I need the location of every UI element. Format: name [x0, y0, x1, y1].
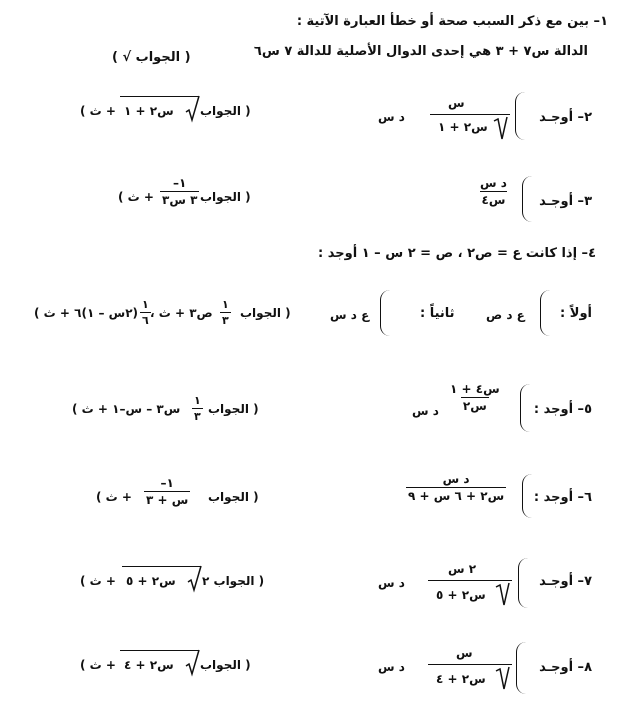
q5-brace [520, 384, 531, 432]
q3-answer-fraction [160, 176, 199, 207]
q8-dx: د س [378, 660, 405, 674]
q6-integrand [406, 472, 506, 503]
q7-answer-vinculum [122, 566, 201, 567]
q5-dx: د س [412, 404, 439, 418]
q8-answer-suffix: + ث ) [80, 658, 116, 672]
q7-answer-suffix: + ث ) [80, 574, 116, 588]
q3-integrand-denominator: س٤ [481, 193, 506, 207]
q5-integrand-denominator: س٢ [462, 399, 487, 413]
q5-answer-denominator: ٣ [194, 410, 201, 423]
q2-answer-vinculum [120, 96, 199, 97]
q6-integrand-numerator: د س [442, 472, 470, 486]
q3-answer-numerator: –١ [173, 176, 187, 190]
q4-part1-brace [540, 290, 551, 336]
q3-integrand [478, 176, 509, 207]
q7-brace [518, 558, 529, 608]
q6-integrand-denominator: س٢ + ٦ س + ٩ [408, 489, 505, 503]
q4-answer-f2-denominator: ٦ [142, 314, 149, 327]
q3-answer-suffix: + ث ) [118, 190, 154, 204]
q4-part1-label: أولاً : [560, 306, 592, 321]
q6-answer-numerator: –١ [160, 476, 174, 490]
q3-brace [522, 176, 533, 222]
q2-answer-radical-sign [186, 96, 200, 120]
q8-answer-radicand: س٢ + ٤ [124, 658, 174, 672]
q5-integrand [448, 382, 502, 413]
q4-answer-f1-denominator: ٣ [222, 314, 229, 327]
q7-answer-prefix: ( الجواب ٢ [202, 574, 265, 588]
q4-answer-prefix: ( الجواب [240, 306, 291, 320]
q7-fraction-bar [428, 580, 512, 581]
q2-integrand-denominator: س٢ + ١ [438, 120, 488, 134]
q4-answer-fraction-2 [140, 298, 151, 327]
q2-integrand-numerator: س [448, 96, 465, 110]
q3-answer-denominator: ٣ س٣ [162, 193, 198, 207]
q8-fraction-bar [428, 664, 512, 665]
q5-answer-numerator: ١ [194, 394, 201, 407]
q1-answer: ( الجواب √ ) [112, 50, 191, 65]
q2-label: ٢– أوجـد [539, 110, 592, 125]
q7-dx: د س [378, 576, 405, 590]
q4-part2-label: ثانياً : [420, 306, 455, 321]
q6-answer-suffix: + ث ) [96, 490, 132, 504]
q7-answer-radical-sign [188, 566, 202, 590]
q7-label: ٧– أوجـد [539, 574, 592, 589]
q7-radical-sign [496, 583, 510, 607]
q5-answer-fraction [192, 394, 203, 423]
q2-answer-suffix: + ث ) [80, 104, 116, 118]
q4-part1-expr: ع د ص [486, 308, 525, 322]
q5-answer-prefix: ( الجواب [208, 402, 259, 416]
q8-integrand-numerator: س [456, 646, 473, 660]
q4-answer-fraction-1 [220, 298, 231, 327]
q7-integrand-numerator: ٢ س [448, 562, 477, 576]
q3-label: ٣– أوجـد [539, 194, 592, 209]
q4-answer-f1-numerator: ١ [222, 298, 229, 311]
q4-answer-mid2: (٢س – ١)٦ + ث ) [34, 306, 139, 320]
q4-answer-f2-numerator: ١ [142, 298, 149, 311]
q7-integrand-denominator: س٢ + ٥ [436, 588, 486, 602]
q5-integrand-numerator: س٤ + ١ [450, 382, 500, 396]
q8-brace [516, 642, 527, 694]
q1-header: ١– بين مع ذكر السبب صحة أو خطأ العبارة الآتية : [296, 14, 608, 29]
q6-answer-prefix: ( الجواب [208, 490, 259, 504]
q8-answer-prefix: ( الجواب [200, 658, 251, 672]
q8-integrand-denominator: س٢ + ٤ [436, 672, 486, 686]
q6-answer-fraction [144, 476, 190, 507]
q8-label: ٨– أوجـد [539, 660, 592, 675]
q2-answer-radicand: س٢ + ١ [124, 104, 174, 118]
q2-answer-prefix: ( الجواب [200, 104, 251, 118]
q2-fraction-bar [430, 114, 510, 115]
q5-label: ٥– أوجد : [533, 402, 592, 417]
q4-header: ٤– إذا كانت ع = ص٢ ، ص = ٢ س – ١ أوجد : [318, 246, 596, 261]
q8-answer-radical-sign [186, 650, 200, 674]
q7-answer-radicand: س٢ + ٥ [126, 574, 176, 588]
q5-answer-suffix: س٣ – س–١ + ث ) [72, 402, 181, 416]
q4-part2-expr: ع د س [330, 308, 370, 322]
q3-answer-prefix: ( الجواب [200, 190, 251, 204]
q2-radical-sign [494, 117, 508, 141]
q6-label: ٦– أوجد : [533, 490, 592, 505]
q1-statement: الدالة س٧ + ٣ هي إحدى الدوال الأصلية للدالة ٧ س٦ [253, 44, 588, 59]
q8-radical-sign [496, 667, 510, 691]
q2-dx: د س [378, 110, 405, 124]
q6-brace [522, 474, 533, 518]
q6-answer-denominator: س + ٣ [146, 493, 189, 507]
q2-brace [515, 92, 526, 140]
q8-answer-vinculum [120, 650, 199, 651]
q3-integrand-numerator: د س [480, 176, 507, 190]
q4-part2-brace [380, 290, 391, 336]
q4-answer-mid1: ص٣ + ث ، [150, 306, 213, 320]
